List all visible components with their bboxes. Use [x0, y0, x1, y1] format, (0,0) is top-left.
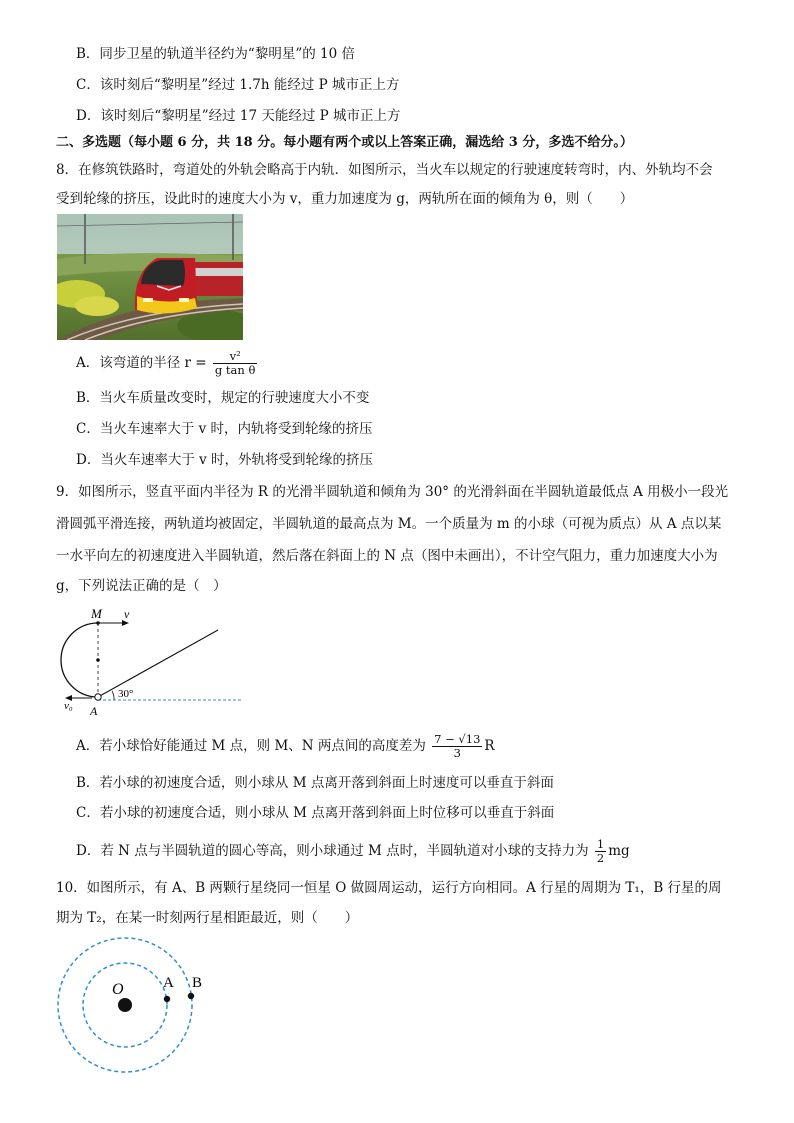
label-a: A: [90, 704, 98, 718]
q9-stem-line-3: 一水平向左的初速度进入半圆轨道，然后落在斜面上的 N 点（图中未画出），不计空气阻力，重力加速度大小为: [56, 548, 718, 564]
label-v: v: [124, 607, 130, 621]
q7-option-c: C．该时刻后“黎明星”经过 1.7h 能经过 P 城市正上方: [76, 77, 400, 93]
train-illustration: [57, 214, 243, 340]
q8-option-a: [76, 350, 259, 377]
q8-option-d: D．当火车速率大于 v 时，外轨将受到轮缘的挤压: [76, 452, 374, 468]
fraction-numerator: 1: [596, 837, 605, 851]
q9-option-d: [76, 838, 630, 865]
label-b: B: [192, 975, 203, 991]
q9-option-d-label: D．若 N 点与半圆轨道的圆心等高，则小球通过 M 点时，半圆轨道对小球的支持力为: [76, 843, 589, 859]
q9-option-d-fraction: [595, 838, 606, 865]
q8-stem-line-2: 受到轮缘的挤压，设此时的速度大小为 v，重力加速度为 g，两轨所在面的倾角为 θ，则（ ）: [56, 191, 634, 207]
q8-option-a-fraction: [213, 350, 257, 377]
fraction-denominator: 2: [596, 851, 605, 865]
q9-diagram: [50, 600, 280, 718]
label-v0: v₀: [64, 700, 73, 712]
q8-stem-line-1: 8．在修筑铁路时，弯道处的外轨会略高于内轨．如图所示，当火车以规定的行驶速度转弯时，内、外轨均不会: [56, 162, 713, 178]
train-photo: [57, 214, 243, 340]
q8-option-c: C．当火车速率大于 v 时，内轨将受到轮缘的挤压: [76, 421, 373, 437]
q9-option-d-unit: mg: [608, 843, 630, 859]
q9-option-a: [76, 733, 495, 760]
star-o: [118, 998, 132, 1012]
planet-a: [164, 996, 170, 1002]
q7-option-b: B．同步卫星的轨道半径约为“黎明星”的 10 倍: [76, 46, 355, 62]
label-o: O: [112, 981, 124, 998]
fraction-denominator: 3: [453, 746, 461, 760]
q9-stem-line-2: 滑圆弧平滑连接，两轨道均被固定，半圆轨道的最高点为 M。一个质量为 m 的小球（可视为质点）从 A 点以某: [56, 516, 722, 532]
label-a: A: [163, 975, 174, 991]
label-angle: 30°: [118, 688, 134, 700]
fraction-denominator: g tan θ: [214, 363, 256, 377]
q9-option-a-label: A．若小球恰好能通过 M 点，则 M、N 两点间的高度差为: [76, 738, 426, 754]
planet-b: [188, 993, 194, 999]
q9-option-a-unit: R: [484, 738, 495, 754]
q10-stem-line-1: 10．如图所示，有 A、B 两颗行星绕同一恒星 O 做圆周运动，运行方向相同。A 行星的周期为 T₁，B 行星的周: [56, 880, 722, 896]
q8-option-a-label: A．该弯道的半径 r =: [76, 355, 207, 371]
label-m: M: [91, 606, 102, 621]
q10-orbit-diagram: [50, 930, 210, 1080]
q7-option-d: D．该时刻后“黎明星”经过 17 天能经过 P 城市正上方: [76, 108, 401, 124]
q9-stem-line-1: 9．如图所示，竖直平面内半径为 R 的光滑半圆轨道和倾角为 30° 的光滑斜面在半圆轨道最低点 A 用极小一段光: [56, 484, 729, 500]
q9-option-b: B．若小球的初速度合适，则小球从 M 点离开落到斜面上时速度可以垂直于斜面: [76, 775, 554, 791]
q9-option-c: C．若小球的初速度合适，则小球从 M 点离开落到斜面上时位移可以垂直于斜面: [76, 805, 555, 821]
fraction-numerator: 7 − √13: [434, 732, 481, 746]
q10-stem-line-2: 期为 T₂，在某一时刻两行星相距最近，则（ ）: [56, 910, 359, 926]
q8-option-b: B．当火车质量改变时，规定的行驶速度大小不变: [76, 390, 370, 406]
fraction-numerator: v²: [213, 350, 257, 364]
q9-option-a-fraction: [432, 733, 482, 760]
q9-stem-line-4: g，下列说法正确的是（ ）: [56, 578, 227, 594]
section-heading: 二、多选题（每小题 6 分，共 18 分。每小题有两个或以上答案正确，漏选给 3 分，多选不给分。）: [56, 135, 633, 150]
